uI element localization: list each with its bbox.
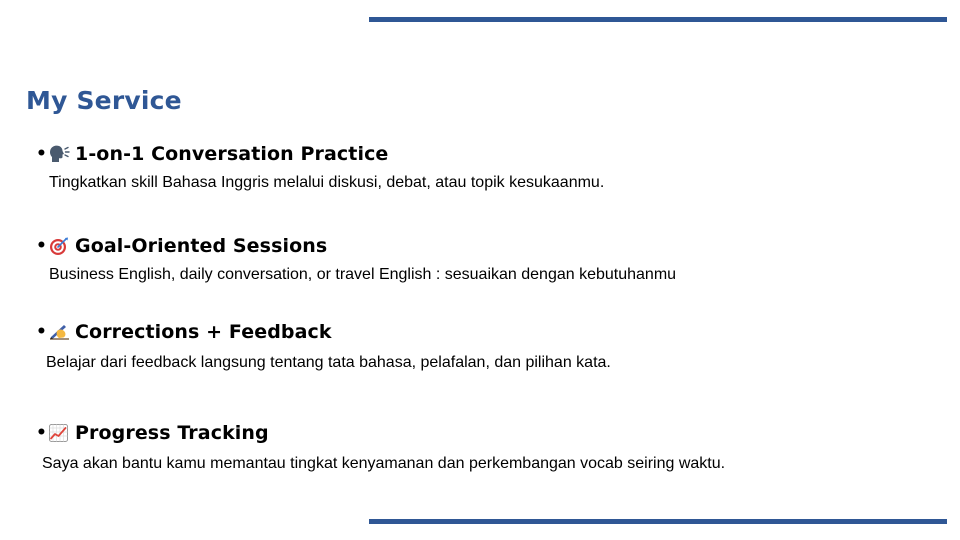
service-title: 1-on-1 Conversation Practice	[75, 143, 389, 165]
chart-increasing-icon	[48, 423, 70, 443]
bottom-divider	[369, 519, 947, 524]
speaking-head-icon	[48, 144, 70, 164]
service-description: Business English, daily conversation, or travel English : sesuaikan dengan kebutuhanmu	[49, 266, 677, 283]
service-description: Saya akan bantu kamu memantau tingkat kenyamanan dan perkembangan vocab seiring waktu.	[42, 455, 726, 472]
writing-hand-icon	[48, 322, 70, 342]
target-icon	[48, 236, 70, 256]
service-heading	[36, 232, 327, 260]
service-title: Corrections + Feedback	[75, 321, 332, 343]
page-title: My Service	[26, 86, 182, 115]
bullet: •	[36, 144, 47, 164]
top-divider	[369, 17, 947, 22]
service-description: Belajar dari feedback langsung tentang tata bahasa, pelafalan, dan pilihan kata.	[46, 354, 611, 371]
bullet: •	[36, 322, 47, 342]
service-title: Progress Tracking	[75, 422, 269, 444]
service-description: Tingkatkan skill Bahasa Inggris melalui diskusi, debat, atau topik kesukaanmu.	[49, 174, 605, 191]
service-title: Goal-Oriented Sessions	[75, 235, 328, 257]
service-heading	[36, 318, 332, 346]
service-heading	[36, 140, 388, 168]
bullet: •	[36, 423, 47, 443]
bullet: •	[36, 236, 47, 256]
service-heading	[36, 419, 269, 447]
